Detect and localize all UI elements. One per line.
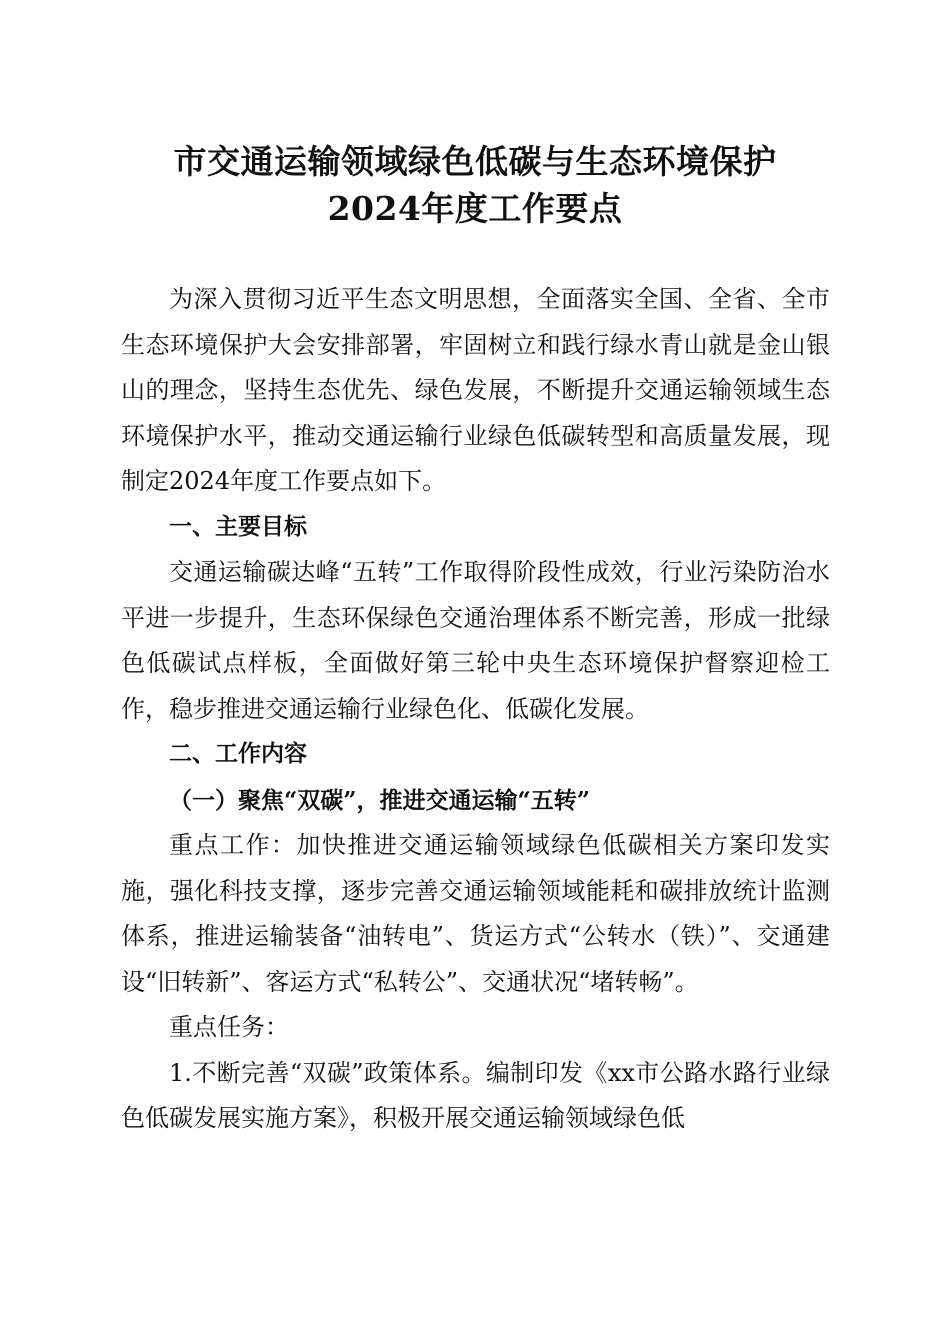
title-line-1: 市交通运输领域绿色低碳与生态环境保护 [173,142,777,181]
document-body [121,277,830,1142]
key-tasks-label: 重点任务： [169,1013,289,1041]
title-line-2: 2024年度工作要点 [327,189,623,228]
section-1-paragraph: 交通运输碳达峰“五转”工作取得阶段性成效，行业污染防治水平进一步提升，生态环保绿色交通治理体系不断完善，形成一批绿色低碳试点样板，全面做好第三轮中央生态环境保护督察迎检工作，稳步推进交通运输行业绿色化、低碳化发展。 [121,558,830,723]
key-work-paragraph: 重点工作：加快推进交通运输领域绿色低碳相关方案印发实施，强化科技支撑，逐步完善交通运输领域能耗和碳排放统计监测体系，推进运输装备“油转电”、货运方式“公转水（铁）”、交通建设“旧转新”、客运方式“私转公”、交通状况“堵转畅”。 [121,831,830,996]
subsection-1-heading: （一）聚焦“双碳”，推进交通运输“五转” [169,786,590,814]
section-2-heading: 二、工作内容 [169,741,307,767]
document-title [110,138,840,232]
intro-paragraph: 为深入贯彻习近平生态文明思想，全面落实全国、全省、全市生态环境保护大会安排部署，牢固树立和践行绿水青山就是金山银山的理念，坚持生态优先、绿色发展，不断提升交通运输领域生态环境保护水平，推动交通运输行业绿色低碳转型和高质量发展，现制定2024年度工作要点如下。 [121,285,830,495]
task-1-paragraph: 1.不断完善“双碳”政策体系。编制印发《xx市公路水路行业绿色低碳发展实施方案》，积极开展交通运输领域绿色低 [121,1058,830,1132]
section-1-heading: 一、主要目标 [169,513,307,540]
